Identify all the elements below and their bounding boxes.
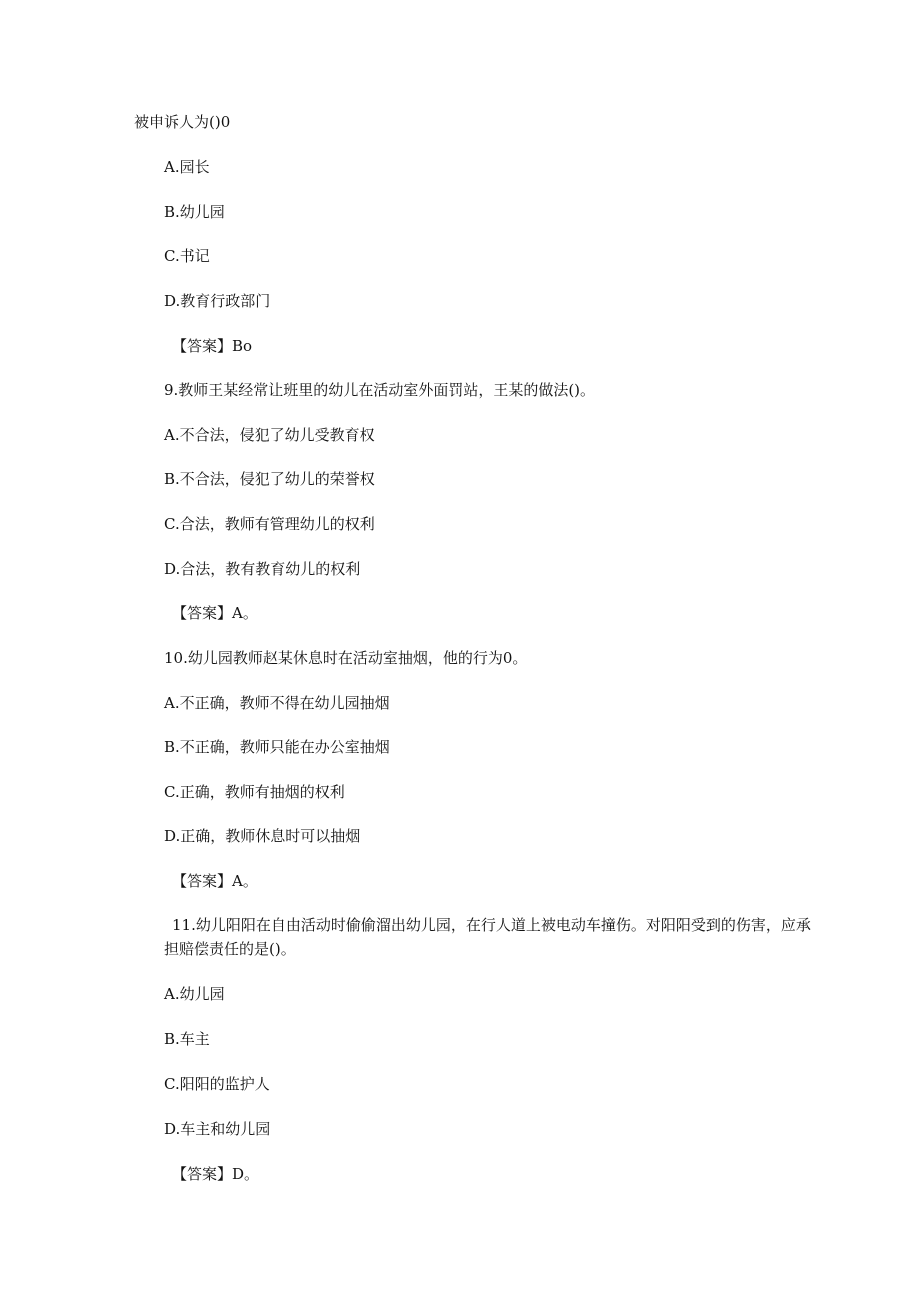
q9-answer: 【答案】A。 <box>172 604 258 622</box>
q11-option-c: C.阳阳的监护人 <box>164 1075 270 1093</box>
q10-answer: 【答案】A。 <box>172 872 258 890</box>
q10-option-b: B.不正确，教师只能在办公室抽烟 <box>164 738 390 756</box>
q10-option-d: D.正确，教师休息时可以抽烟 <box>164 827 361 845</box>
q8-option-a: A.园长 <box>164 158 210 176</box>
q8-answer: 【答案】Bo <box>172 337 253 355</box>
q8-option-b: B.幼儿园 <box>164 203 225 221</box>
q9-stem: 9.教师王某经常让班里的幼儿在活动室外面罚站，王某的做法()。 <box>164 381 596 399</box>
q11-option-a: A.幼儿园 <box>164 985 225 1003</box>
q9-option-a: A.不合法，侵犯了幼儿受教育权 <box>164 426 375 444</box>
q10-option-c: C.正确，教师有抽烟的权利 <box>164 783 345 801</box>
q10-option-a: A.不正确，教师不得在幼儿园抽烟 <box>164 694 390 712</box>
q9-option-c: C.合法，教师有管理幼儿的权利 <box>164 515 375 533</box>
q11-stem: 11.幼儿阳阳在自由活动时偷偷溜出幼儿园，在行人道上被电动车撞伤。对阳阳受到的伤害，应承担赔偿责任的是()。 <box>164 916 811 958</box>
q9-option-b: B.不合法，侵犯了幼儿的荣誉权 <box>164 470 375 488</box>
q8-option-c: C.书记 <box>164 247 210 265</box>
q9-option-d: D.合法，教有教育幼儿的权利 <box>164 560 361 578</box>
q11-answer: 【答案】D。 <box>172 1165 260 1183</box>
q10-stem: 10.幼儿园教师赵某休息时在活动室抽烟，他的行为0。 <box>164 649 528 667</box>
q11-option-b: B.车主 <box>164 1030 210 1048</box>
q11-option-d: D.车主和幼儿园 <box>164 1120 271 1138</box>
q8-option-d: D.教育行政部门 <box>164 292 271 310</box>
q8-stem: 被申诉人为()0 <box>134 113 231 131</box>
